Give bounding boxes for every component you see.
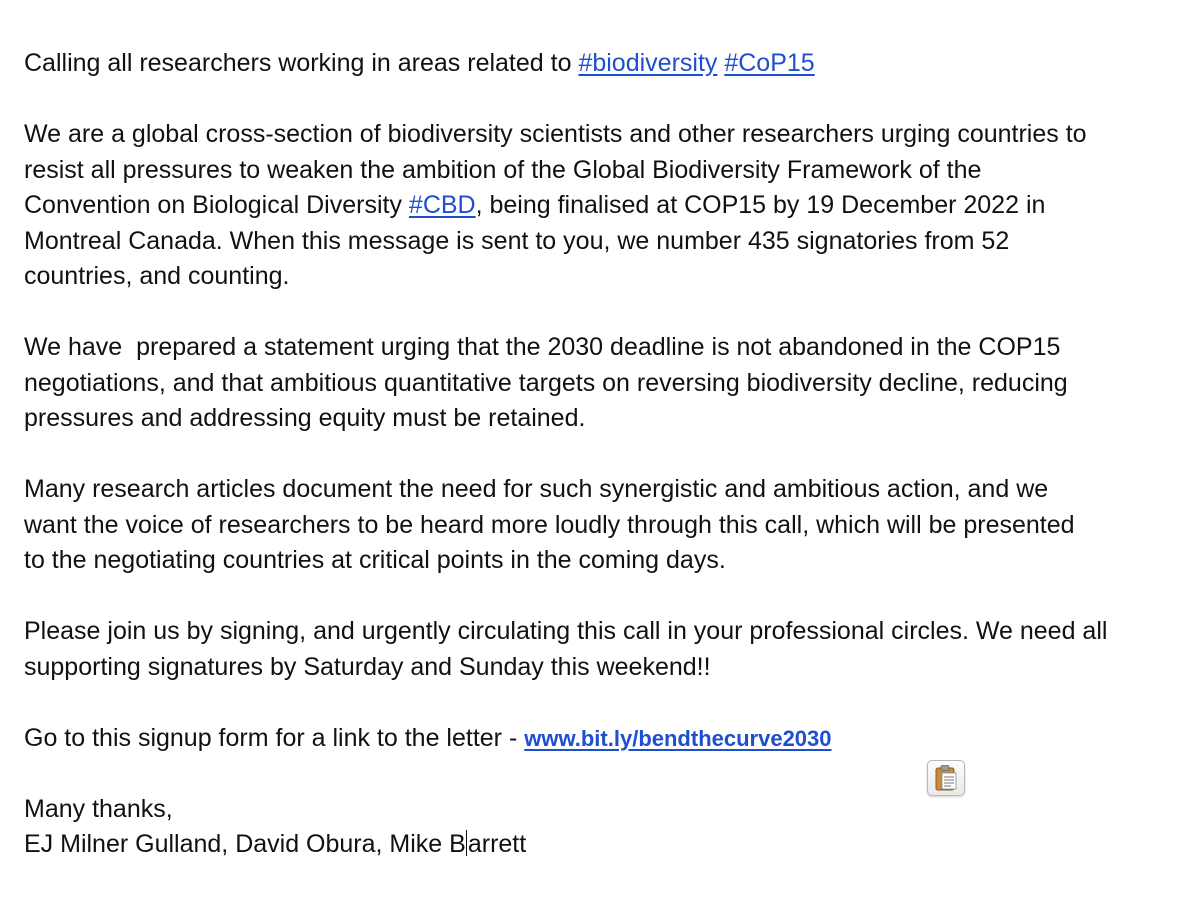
signoff-names-start: EJ Milner Gulland, David Obura, Mike B xyxy=(24,830,466,858)
about-line-3 xyxy=(24,188,1184,224)
intro-text: Calling all researchers working in areas related to xyxy=(24,49,579,77)
hashtag-biodiversity-link[interactable]: #biodiversity xyxy=(578,49,718,77)
hashtag-cop15-link[interactable]: #CoP15 xyxy=(724,49,815,77)
paragraph-about xyxy=(24,117,1184,295)
statement-line-1: We have prepared a statement urging that the 2030 deadline is not abandoned in the COP15 xyxy=(24,333,1061,361)
signup-text: Go to this signup form for a link to the letter - xyxy=(24,723,525,752)
paragraph-signup xyxy=(24,721,1184,757)
hashtag-cbd-link[interactable]: #CBD xyxy=(408,191,476,219)
about-line-4: Montreal Canada. When this message is sent to you, we number 435 signatories from 52 xyxy=(24,226,1010,255)
about-line-1: We are a global cross-section of biodiversity scientists and other researchers urging countries to xyxy=(24,120,1087,148)
paragraph-call-to-action xyxy=(24,614,1184,685)
cta-line-1: Please join us by signing, and urgently circulating this call in your professional circles. We need all xyxy=(24,617,1108,645)
cta-line-2: supporting signatures by Saturday and Sunday this weekend!! xyxy=(24,652,711,681)
about-line-5: countries, and counting. xyxy=(24,262,290,290)
paragraph-intro xyxy=(24,46,1184,82)
about-line-3-before: Convention on Biological Diversity xyxy=(24,191,409,219)
research-line-1: Many research articles document the need for such synergistic and ambitious action, and we xyxy=(24,475,1049,503)
clipboard-paste-icon xyxy=(933,764,959,792)
research-line-2: want the voice of researchers to be heard more loudly through this call, which will be presented xyxy=(24,510,1075,539)
signup-form-link[interactable]: www.bit.ly/bendthecurve2030 xyxy=(524,725,832,751)
research-line-3: to the negotiating countries at critical points in the coming days. xyxy=(24,546,726,574)
email-body[interactable] xyxy=(24,46,1184,863)
paragraph-research xyxy=(24,472,1184,579)
statement-line-2: negotiations, and that ambitious quantitative targets on reversing biodiversity decline, reducing xyxy=(24,368,1068,397)
signoff xyxy=(24,792,1184,863)
signoff-names-end: arrett xyxy=(467,830,527,858)
signoff-names xyxy=(24,827,1184,863)
paragraph-statement xyxy=(24,330,1184,437)
about-line-3-after: , being finalised at COP15 by 19 December 2022 in xyxy=(475,191,1046,219)
paste-options-button[interactable] xyxy=(927,760,965,796)
about-line-2: resist all pressures to weaken the ambition of the Global Biodiversity Framework of the xyxy=(24,155,982,184)
signoff-thanks: Many thanks, xyxy=(24,794,173,823)
statement-line-3: pressures and addressing equity must be retained. xyxy=(24,404,586,432)
